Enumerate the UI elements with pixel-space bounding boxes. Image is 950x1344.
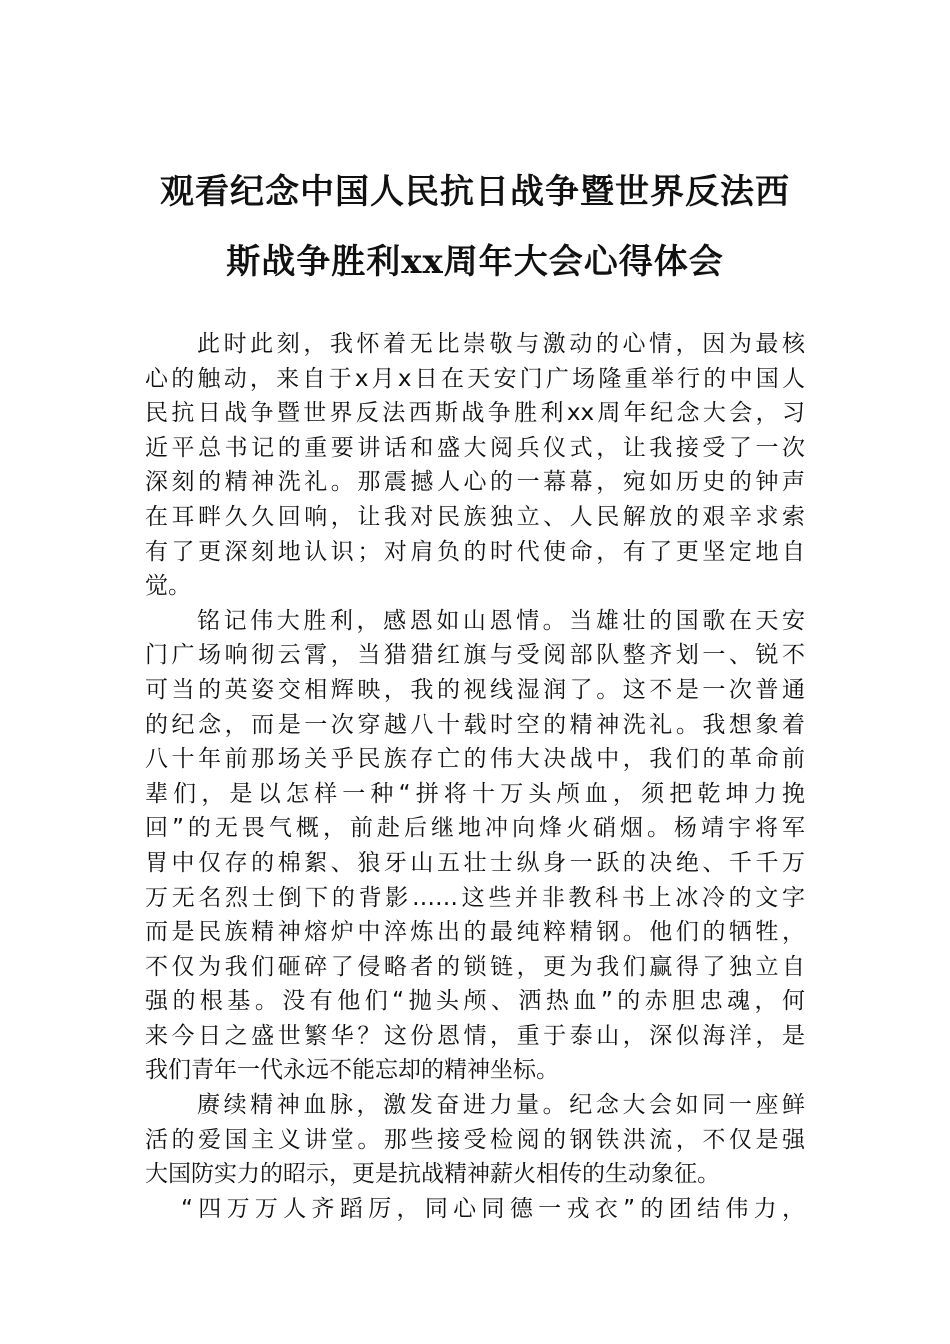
text-line: 胃中仅存的棉絮、狼牙山五壮士纵身一跃的决绝、千千万 xyxy=(145,849,805,876)
text-line: 心的触动，来自于x月x日在天安门广场隆重举行的中国人 xyxy=(145,365,805,392)
text-line: 大国防实力的昭示，更是抗战精神薪火相传的生动象征。 xyxy=(145,1161,720,1188)
text-line: 近平总书记的重要讲话和盛大阅兵仪式，让我接受了一次 xyxy=(145,434,805,461)
text-line: “四万万人齐蹈厉，同心同德一戎衣”的团结伟力， xyxy=(181,1195,805,1222)
text-line: 深刻的精神洗礼。那震撼人心的一幕幕，宛如历史的钟声 xyxy=(145,469,805,496)
text-line: 民抗日战争暨世界反法西斯战争胜利xx周年纪念大会，习 xyxy=(145,400,805,427)
document-body xyxy=(145,327,805,1226)
text-line: 回”的无畏气概，前赴后继地冲向烽火硝烟。杨靖宇将军 xyxy=(145,815,805,842)
document-title-line-1: 观看纪念中国人民抗日战争暨世界反法西 xyxy=(160,172,790,212)
text-line: 八十年前那场关乎民族存亡的伟大决战中，我们的革命前 xyxy=(145,746,805,773)
text-line: 的纪念，而是一次穿越八十载时空的精神洗礼。我想象着 xyxy=(145,711,805,738)
text-line: 不仅为我们砸碎了侵略者的锁链，更为我们赢得了独立自 xyxy=(145,953,805,980)
text-line: 来今日之盛世繁华？这份恩情，重于泰山，深似海洋，是 xyxy=(145,1022,805,1049)
text-line: 铭记伟大胜利，感恩如山恩情。当雄壮的国歌在天安 xyxy=(197,607,805,634)
paragraph xyxy=(145,1088,805,1192)
text-line: 赓续精神血脉，激发奋进力量。纪念大会如同一座鲜 xyxy=(197,1092,805,1119)
text-line: 而是民族精神熔炉中淬炼出的最纯粹精钢。他们的牺牲， xyxy=(145,919,805,946)
paragraph xyxy=(145,604,805,1088)
text-line: 此时此刻，我怀着无比崇敬与激动的心情，因为最核 xyxy=(197,331,805,357)
paragraph xyxy=(145,327,805,604)
text-line: 觉。 xyxy=(145,573,191,600)
text-line: 可当的英姿交相辉映，我的视线湿润了。这不是一次普通 xyxy=(145,676,805,703)
text-line: 在耳畔久久回响，让我对民族独立、人民解放的艰辛求索 xyxy=(145,503,805,530)
text-line: 我们青年一代永远不能忘却的精神坐标。 xyxy=(145,1057,559,1084)
document-title-line-2: 斯战争胜利xx周年大会心得体会 xyxy=(226,242,724,282)
text-line: 有了更深刻地认识；对肩负的时代使命，有了更坚定地自 xyxy=(145,538,805,565)
text-line: 辈们，是以怎样一种“拼将十万头颅血，须把乾坤力挽 xyxy=(145,780,805,807)
text-line: 门广场响彻云霄，当猎猎红旗与受阅部队整齐划一、锐不 xyxy=(145,642,805,669)
text-line: 强的根基。没有他们“抛头颅、洒热血”的赤胆忠魂，何 xyxy=(145,988,805,1015)
text-line: 万无名烈士倒下的背影……这些并非教科书上冰冷的文字 xyxy=(145,884,805,911)
text-line: 活的爱国主义讲堂。那些接受检阅的钢铁洪流，不仅是强 xyxy=(145,1126,805,1153)
paragraph xyxy=(145,1192,805,1227)
